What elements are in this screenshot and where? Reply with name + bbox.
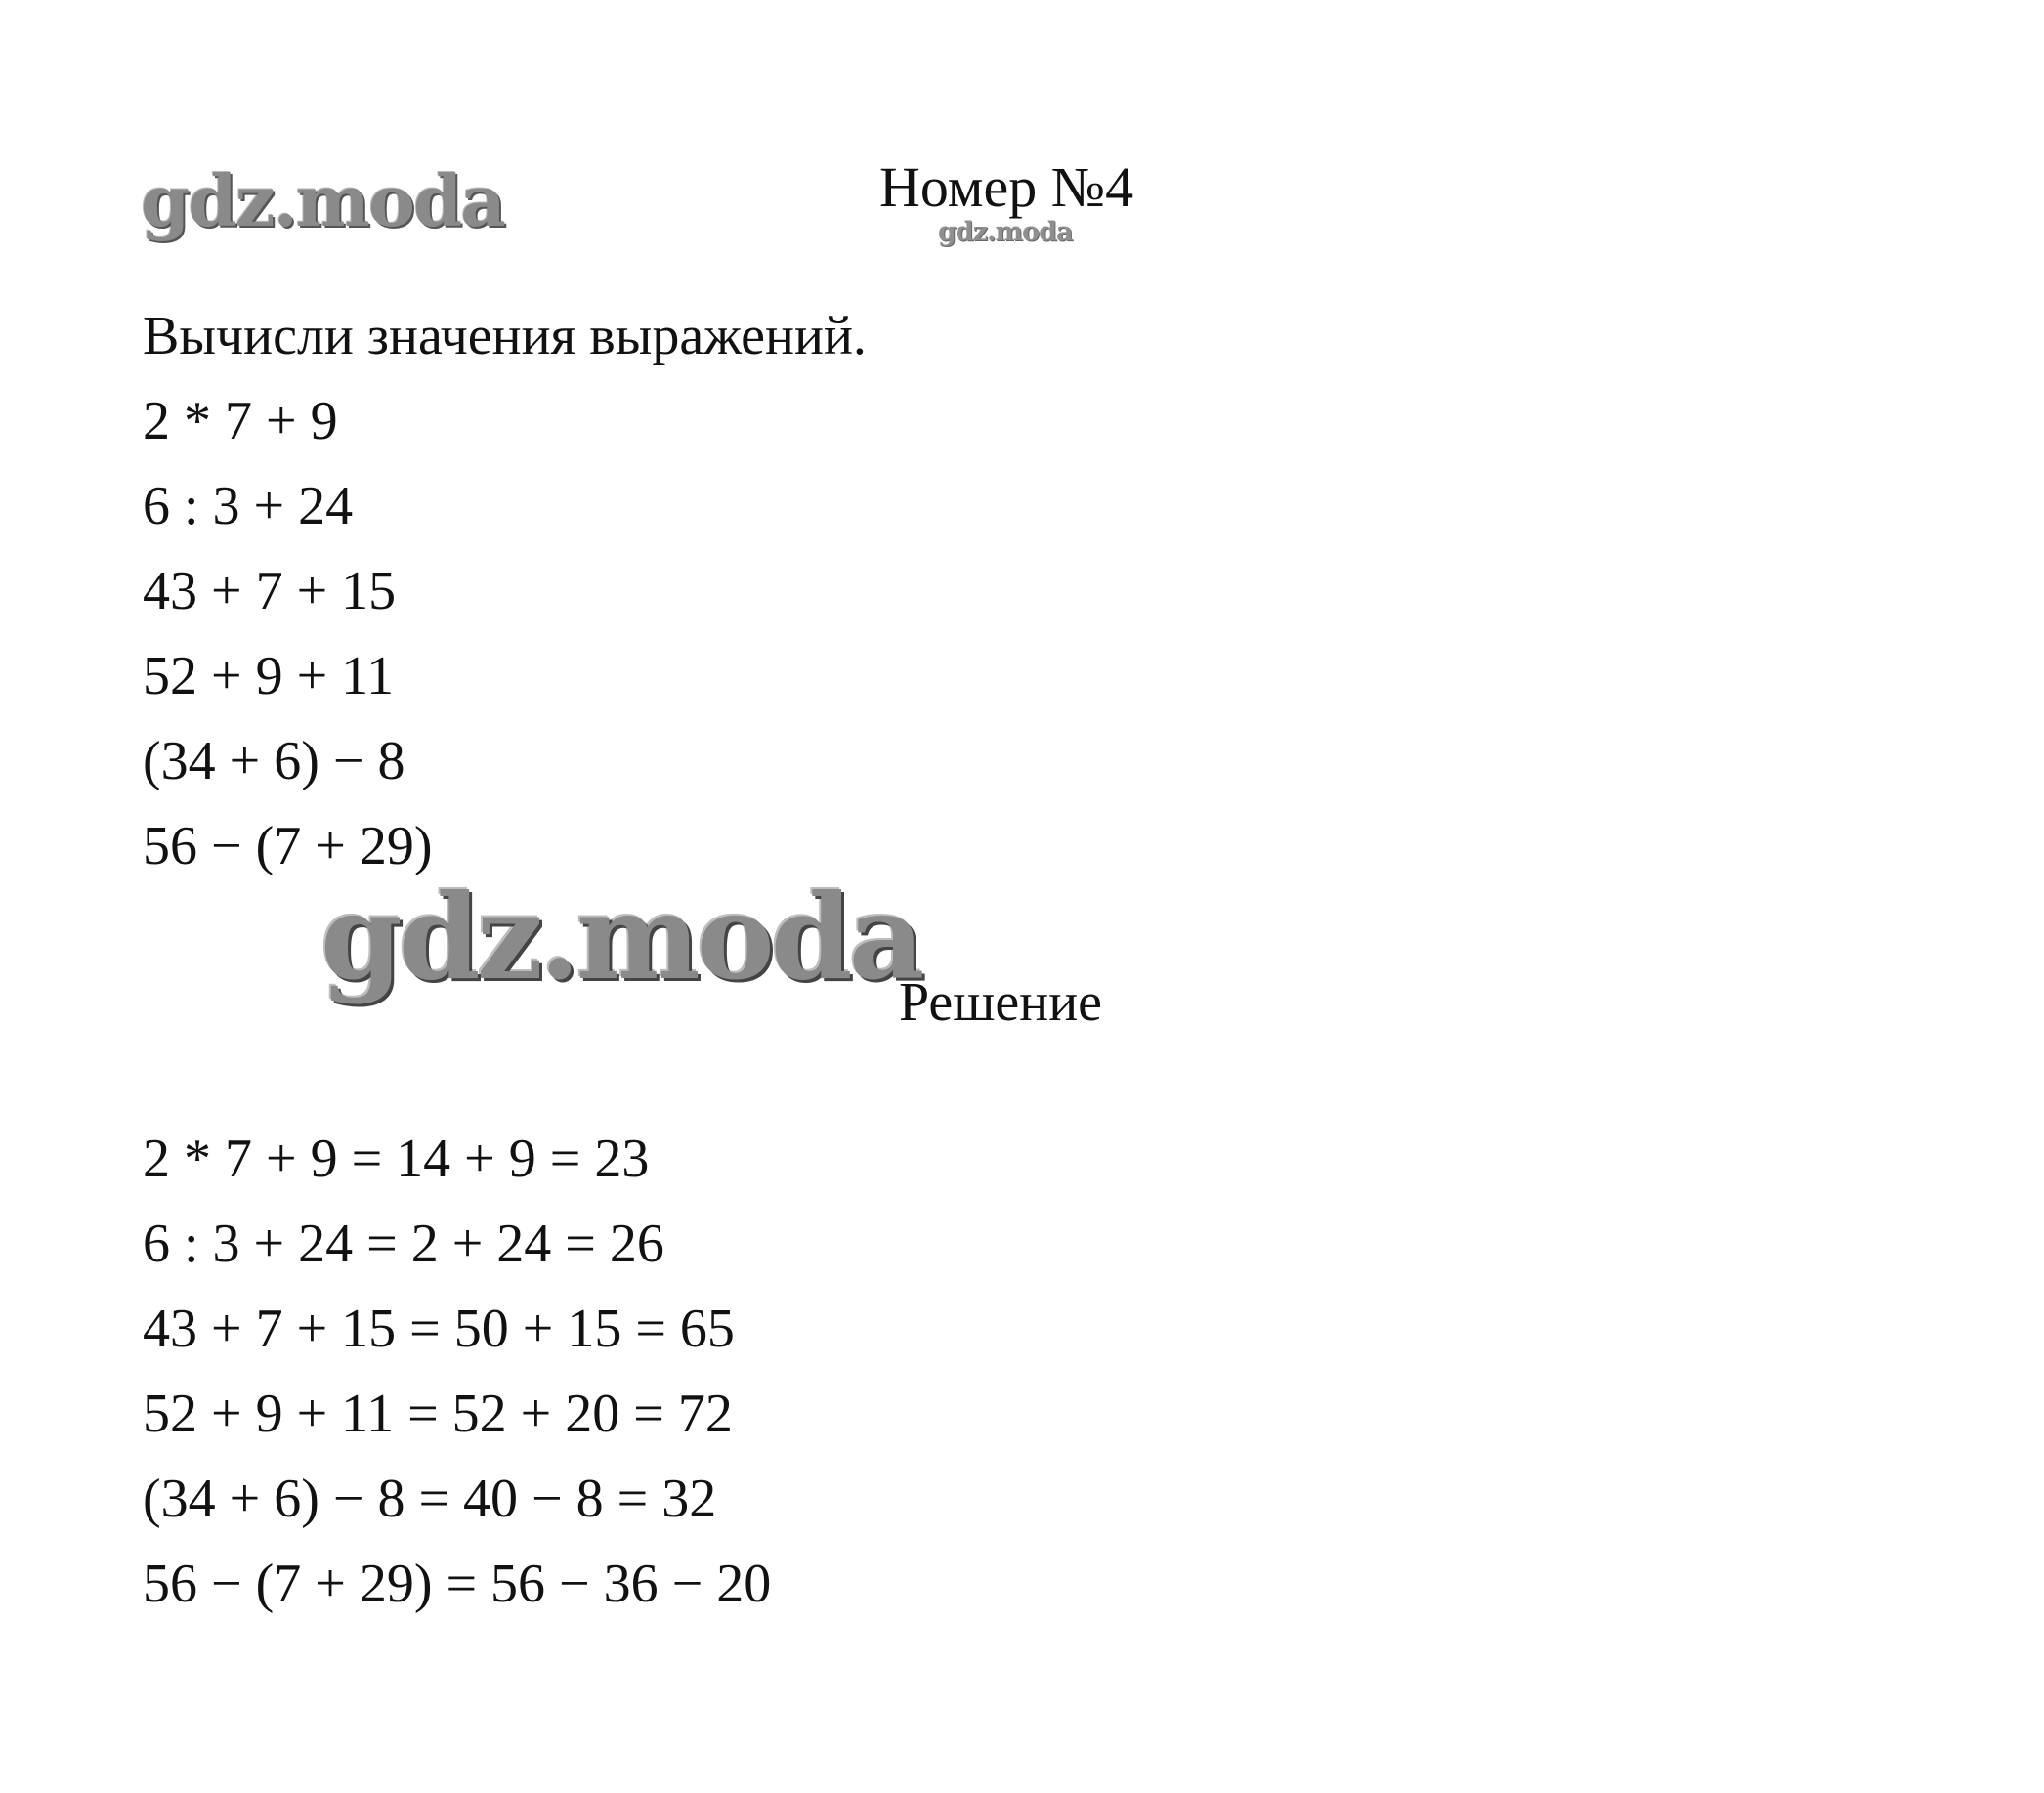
page-title: Номер №4 xyxy=(879,155,1134,219)
expression-line: 43 + 7 + 15 xyxy=(143,561,397,621)
solution-line: (34 + 6) − 8 = 40 − 8 = 32 xyxy=(143,1469,717,1529)
watermark-logo-top: gdz.moda xyxy=(141,159,504,242)
solution-line: 2 * 7 + 9 = 14 + 9 = 23 xyxy=(143,1129,650,1189)
expression-line: 2 * 7 + 9 xyxy=(143,391,338,451)
solution-line: 6 : 3 + 24 = 2 + 24 = 26 xyxy=(143,1214,664,1274)
expression-line: 52 + 9 + 11 xyxy=(143,646,395,706)
solution-line: 52 + 9 + 11 = 52 + 20 = 72 xyxy=(143,1384,733,1444)
solution-line: 43 + 7 + 15 = 50 + 15 = 65 xyxy=(143,1299,735,1359)
task-instruction: Вычисли значения выражений. xyxy=(143,306,867,366)
watermark-logo-small: gdz.moda xyxy=(938,217,1073,247)
expression-line: 6 : 3 + 24 xyxy=(143,476,354,536)
expression-line: 56 − (7 + 29) xyxy=(143,816,433,876)
solution-heading: Решение xyxy=(899,972,1103,1033)
expression-line: (34 + 6) − 8 xyxy=(143,731,405,791)
watermark-logo-middle: gdz.moda xyxy=(320,869,921,1006)
solution-line: 56 − (7 + 29) = 56 − 36 − 20 xyxy=(143,1554,772,1614)
